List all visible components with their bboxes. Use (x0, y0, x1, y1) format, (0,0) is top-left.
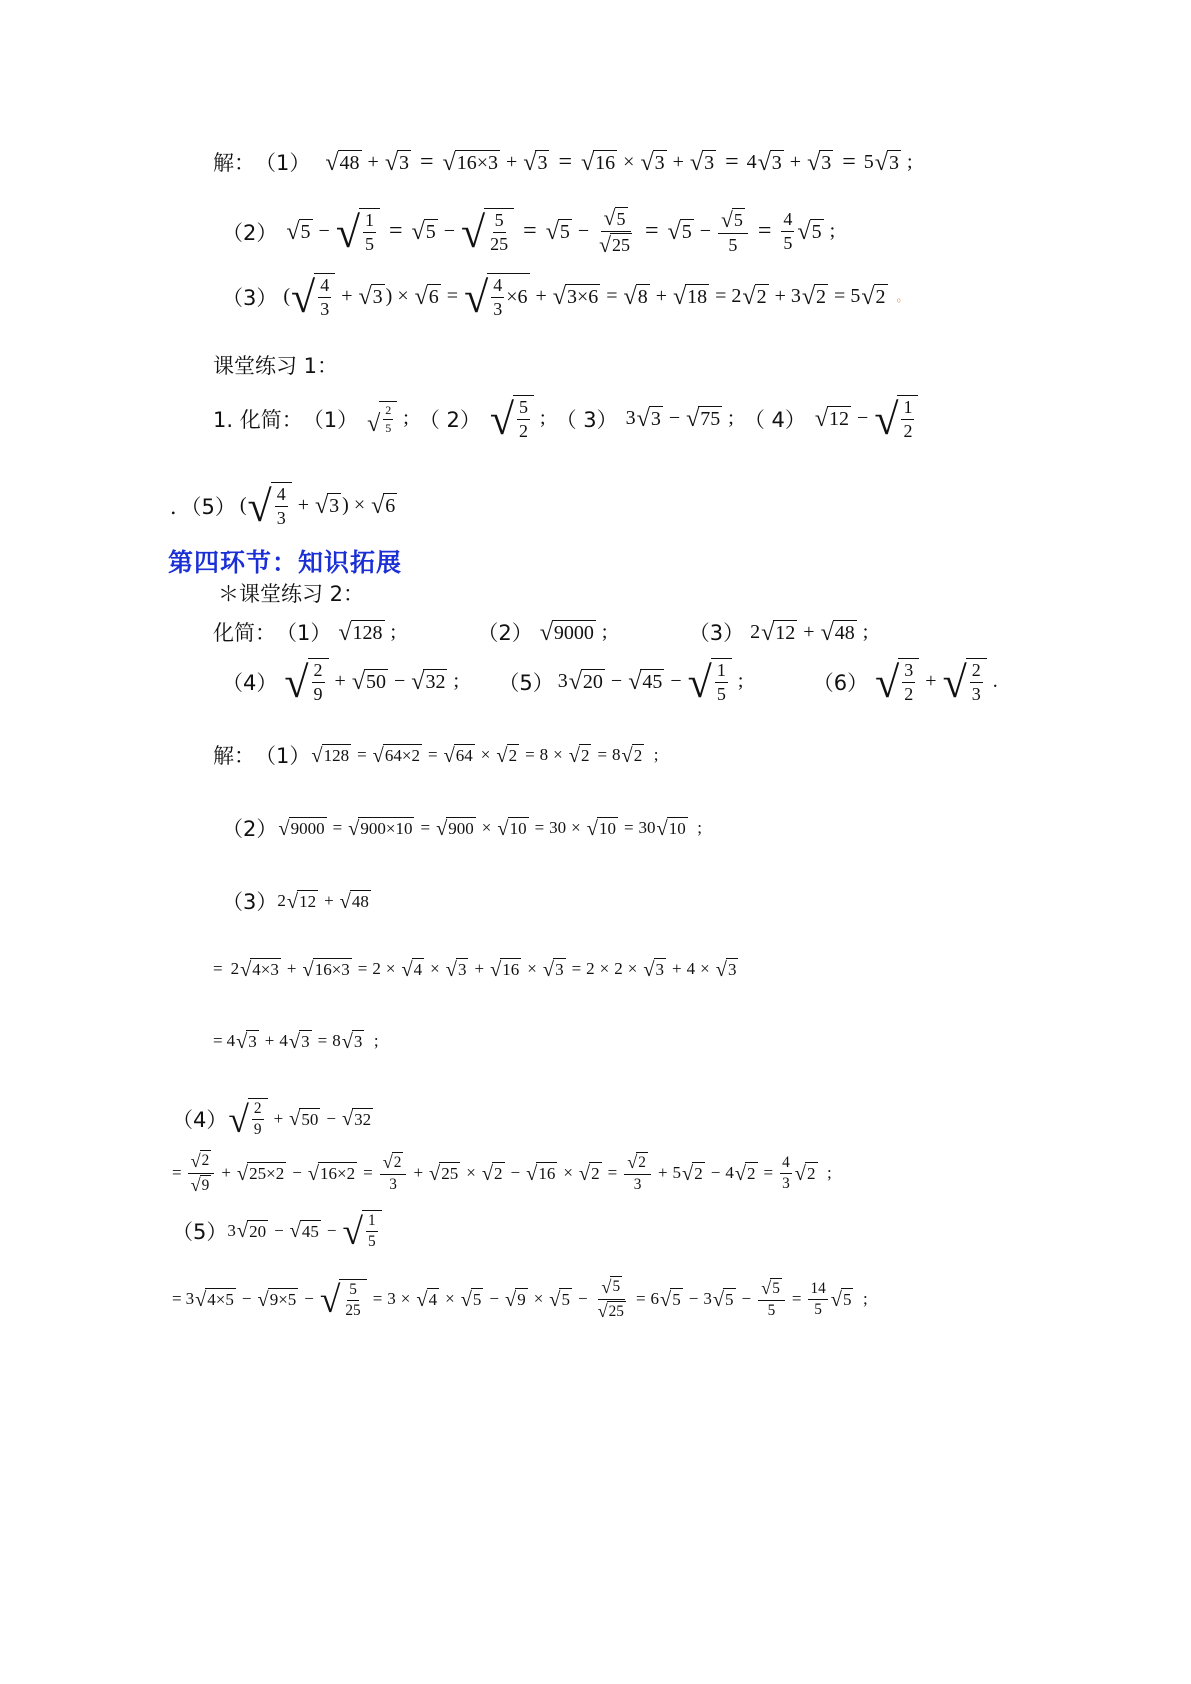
math-expression: √ 5 − √ 1 5 = √ 5 − √ 5 25 = √ 5 − √ 5 √ 25 = √ 5 − √ 5 5 = $\frac{4}{5}$ √ 5 ; (286, 206, 836, 258)
item-label: （2） (477, 621, 533, 645)
solution-intro: 解： (213, 744, 255, 768)
solution2-line4-step1 (172, 1150, 832, 1196)
solution2-line3-step2 (213, 1030, 379, 1052)
task-label: 化简： (213, 621, 276, 645)
item-label: （2） (222, 817, 278, 841)
math-expression: √ 48 + √ 3 = √ 16×3 + √ 3 = √ 16 × √ 3 + √ 3 = 4 √ 3 + √ 3 = 5 √ 3 ; (325, 148, 913, 176)
item-label: （6） (812, 670, 869, 695)
math-expression: √ 2 9 + √ 50 − √ 32 ; (284, 658, 459, 707)
item-label: （3） (222, 890, 278, 914)
item-label: （ 3） (555, 407, 618, 432)
math-expression: 3 √ 20 − √ 45 − √ 1 5 ; (557, 658, 744, 707)
solution1-line3 (222, 273, 909, 320)
practice2-line2 (222, 658, 998, 705)
math-expression: ( √ 4 3 + √ 3 ) × √ 6 = √ 4 3 ×6 + √ 3×6 = √ 8 + √ 18 = 2 √ 2 + 3 √ 2 = 5 √ 2 。 (283, 273, 909, 322)
item-label: （ 2） (418, 407, 481, 432)
item-label: （4） (172, 1107, 228, 1132)
item-label: ．（5） (170, 494, 236, 519)
item-label: （1） (255, 744, 311, 768)
math-expression: 3 √ 20 − √ 45 − √ 1 5 (227, 1210, 382, 1251)
item-label: （4） (222, 670, 278, 695)
math-expression: √ 128 ; (338, 619, 397, 646)
math-expression: = 4 √ 3 + 4 √ 3 = 8 √ 3 ; (213, 1030, 379, 1053)
math-expression: 2 √ 12 + √ 48 (277, 890, 369, 913)
math-expression: = 2 √ 4×3 + √ 16×3 = 2 × √ 4 × √ 3 + √ 16 × √ 3 = 2 × 2 × √ 3 + 4 × √ 3 (213, 958, 737, 981)
solution2-line2 (222, 813, 702, 843)
practice1-line1 (213, 395, 919, 442)
practice-title: 课堂练习 1： (213, 354, 339, 378)
math-expression: √ 2 9 + √ 50 − √ 32 (228, 1099, 372, 1141)
practice1-title (213, 350, 338, 380)
practice-title: ＊课堂练习 2： (218, 582, 365, 606)
math-expression: √ 9000 = √ 900×10 = √ 900 × √ 10 = 30 × √ 10 = 30 √ 10 ; (278, 817, 702, 840)
section-heading: 第四环节：知识拓展 (168, 548, 403, 577)
item-label: （2） (222, 220, 278, 245)
item-label: （1） (302, 407, 359, 432)
item-label: （ 4） (743, 407, 806, 432)
math-expression: √ 12 − √ 1 2 (814, 395, 920, 442)
solution-intro: 解： (213, 151, 255, 175)
math-expression: √ 9000 ; (539, 619, 608, 646)
item-label: （1） (255, 151, 311, 175)
math-expression: √ 128 = √ 64×2 = √ 64 × √ 2 = 8 × √ 2 = 8 √ 2 ; (311, 744, 659, 767)
item-label: （3） (222, 285, 278, 310)
practice2-line1 (213, 617, 868, 647)
math-expression: √ 5 2 ; (489, 395, 546, 444)
math-expression: 3 √ 3 − √ 75 ; (625, 406, 734, 432)
solution2-line1 (213, 740, 658, 770)
solution2-line5 (172, 1210, 383, 1251)
math-expression: 2 √ 12 + √ 48 ; (750, 619, 869, 646)
item-label: （5） (498, 670, 554, 695)
math-expression: √ 2 5 ; (367, 403, 409, 437)
solution1-line2 (222, 207, 835, 257)
solution2-line4 (172, 1098, 374, 1139)
math-expression: √ 3 2 + √ 2 3 . (875, 658, 998, 707)
solution2-line3-step1 (213, 958, 739, 980)
task-label: 1. 化简： (213, 407, 303, 432)
solution2-line5-step1 (172, 1276, 868, 1322)
practice1-line2 (170, 482, 398, 529)
item-label: （5） (172, 1219, 228, 1244)
item-label: （3） (688, 621, 745, 645)
solution2-line3 (222, 886, 372, 916)
math-expression: = 3 √ 4×5 − √ 9×5 − √ 5 25 = 3 × √ 4 × √ 5 − √ 9 × √ 5 − √ 5 √ 25 = 6 √ 5 − 3 √ 5 − √ 5 5 = $\frac{14}{5}$ √ 5 ; (172, 1276, 868, 1322)
solution1-line1 (213, 147, 913, 177)
item-label: （1） (276, 621, 332, 645)
math-expression: = √ 2 √ 9 + √ 25×2 − √ 16×2 = √ 2 3 + √ 25 × √ 2 − √ 16 × √ 2 = √ 2 3 + 5 √ 2 − 4 √ 2 = $\frac{4}{3}$ √ 2 ; (172, 1150, 832, 1196)
practice2-title (218, 578, 364, 608)
math-expression: ( √ 4 3 + √ 3 ) × √ 6 (239, 482, 396, 531)
